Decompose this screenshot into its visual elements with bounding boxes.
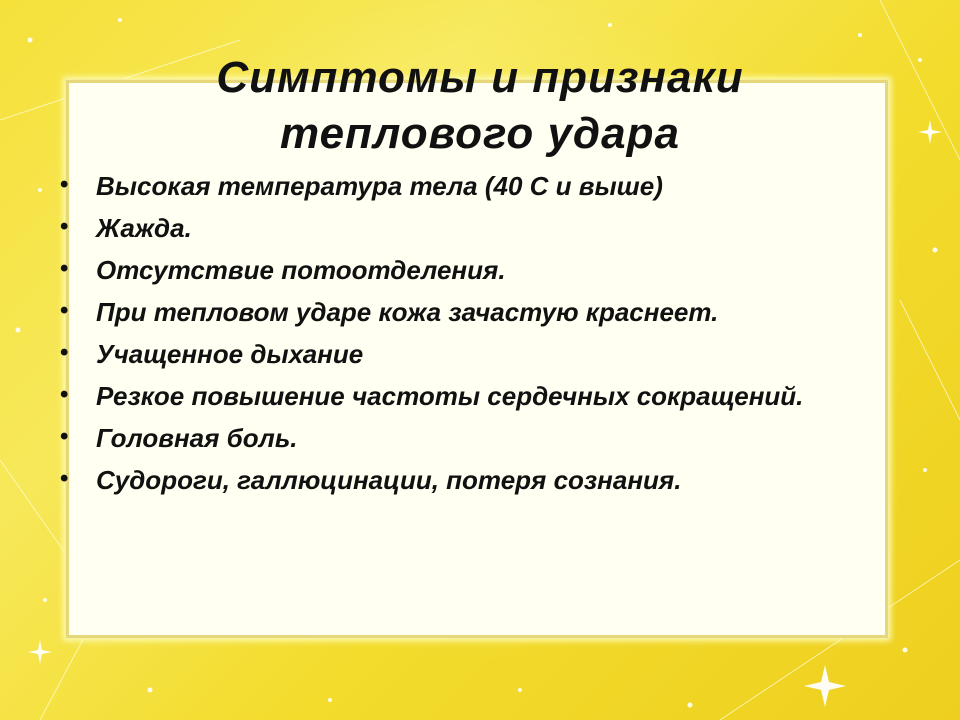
list-item (58, 296, 878, 329)
bullet-icon: • (60, 255, 69, 282)
bullet-icon: • (60, 381, 69, 408)
list-item-text: Резкое повышение частоты сердечных сокращений. (96, 381, 804, 411)
bullet-icon: • (60, 339, 69, 366)
list-item-text: Учащенное дыхание (96, 339, 364, 369)
list-item-text: При тепловом ударе кожа зачастую краснеет. (96, 297, 719, 327)
bullet-icon: • (60, 297, 69, 324)
list-item (58, 380, 878, 413)
title-line-1: Симптомы и признаки (216, 53, 744, 102)
symptom-list (58, 170, 878, 506)
list-item-text: Жажда. (96, 213, 192, 243)
bullet-icon: • (60, 465, 69, 492)
bullet-icon: • (60, 213, 69, 240)
bullet-icon: • (60, 171, 69, 198)
list-item (58, 338, 878, 371)
list-item (58, 464, 878, 497)
list-item-text: Высокая температура тела (40 С и выше) (96, 171, 663, 201)
title-line-2: теплового удара (280, 109, 680, 158)
list-item-text: Головная боль. (96, 423, 298, 453)
slide-title (0, 50, 960, 162)
list-item (58, 170, 878, 203)
list-item-text: Отсутствие потоотделения. (96, 255, 506, 285)
bullet-icon: • (60, 423, 69, 450)
list-item (58, 212, 878, 245)
list-item (58, 422, 878, 455)
list-item-text: Судороги, галлюцинации, потеря сознания. (96, 465, 682, 495)
list-item (58, 254, 878, 287)
